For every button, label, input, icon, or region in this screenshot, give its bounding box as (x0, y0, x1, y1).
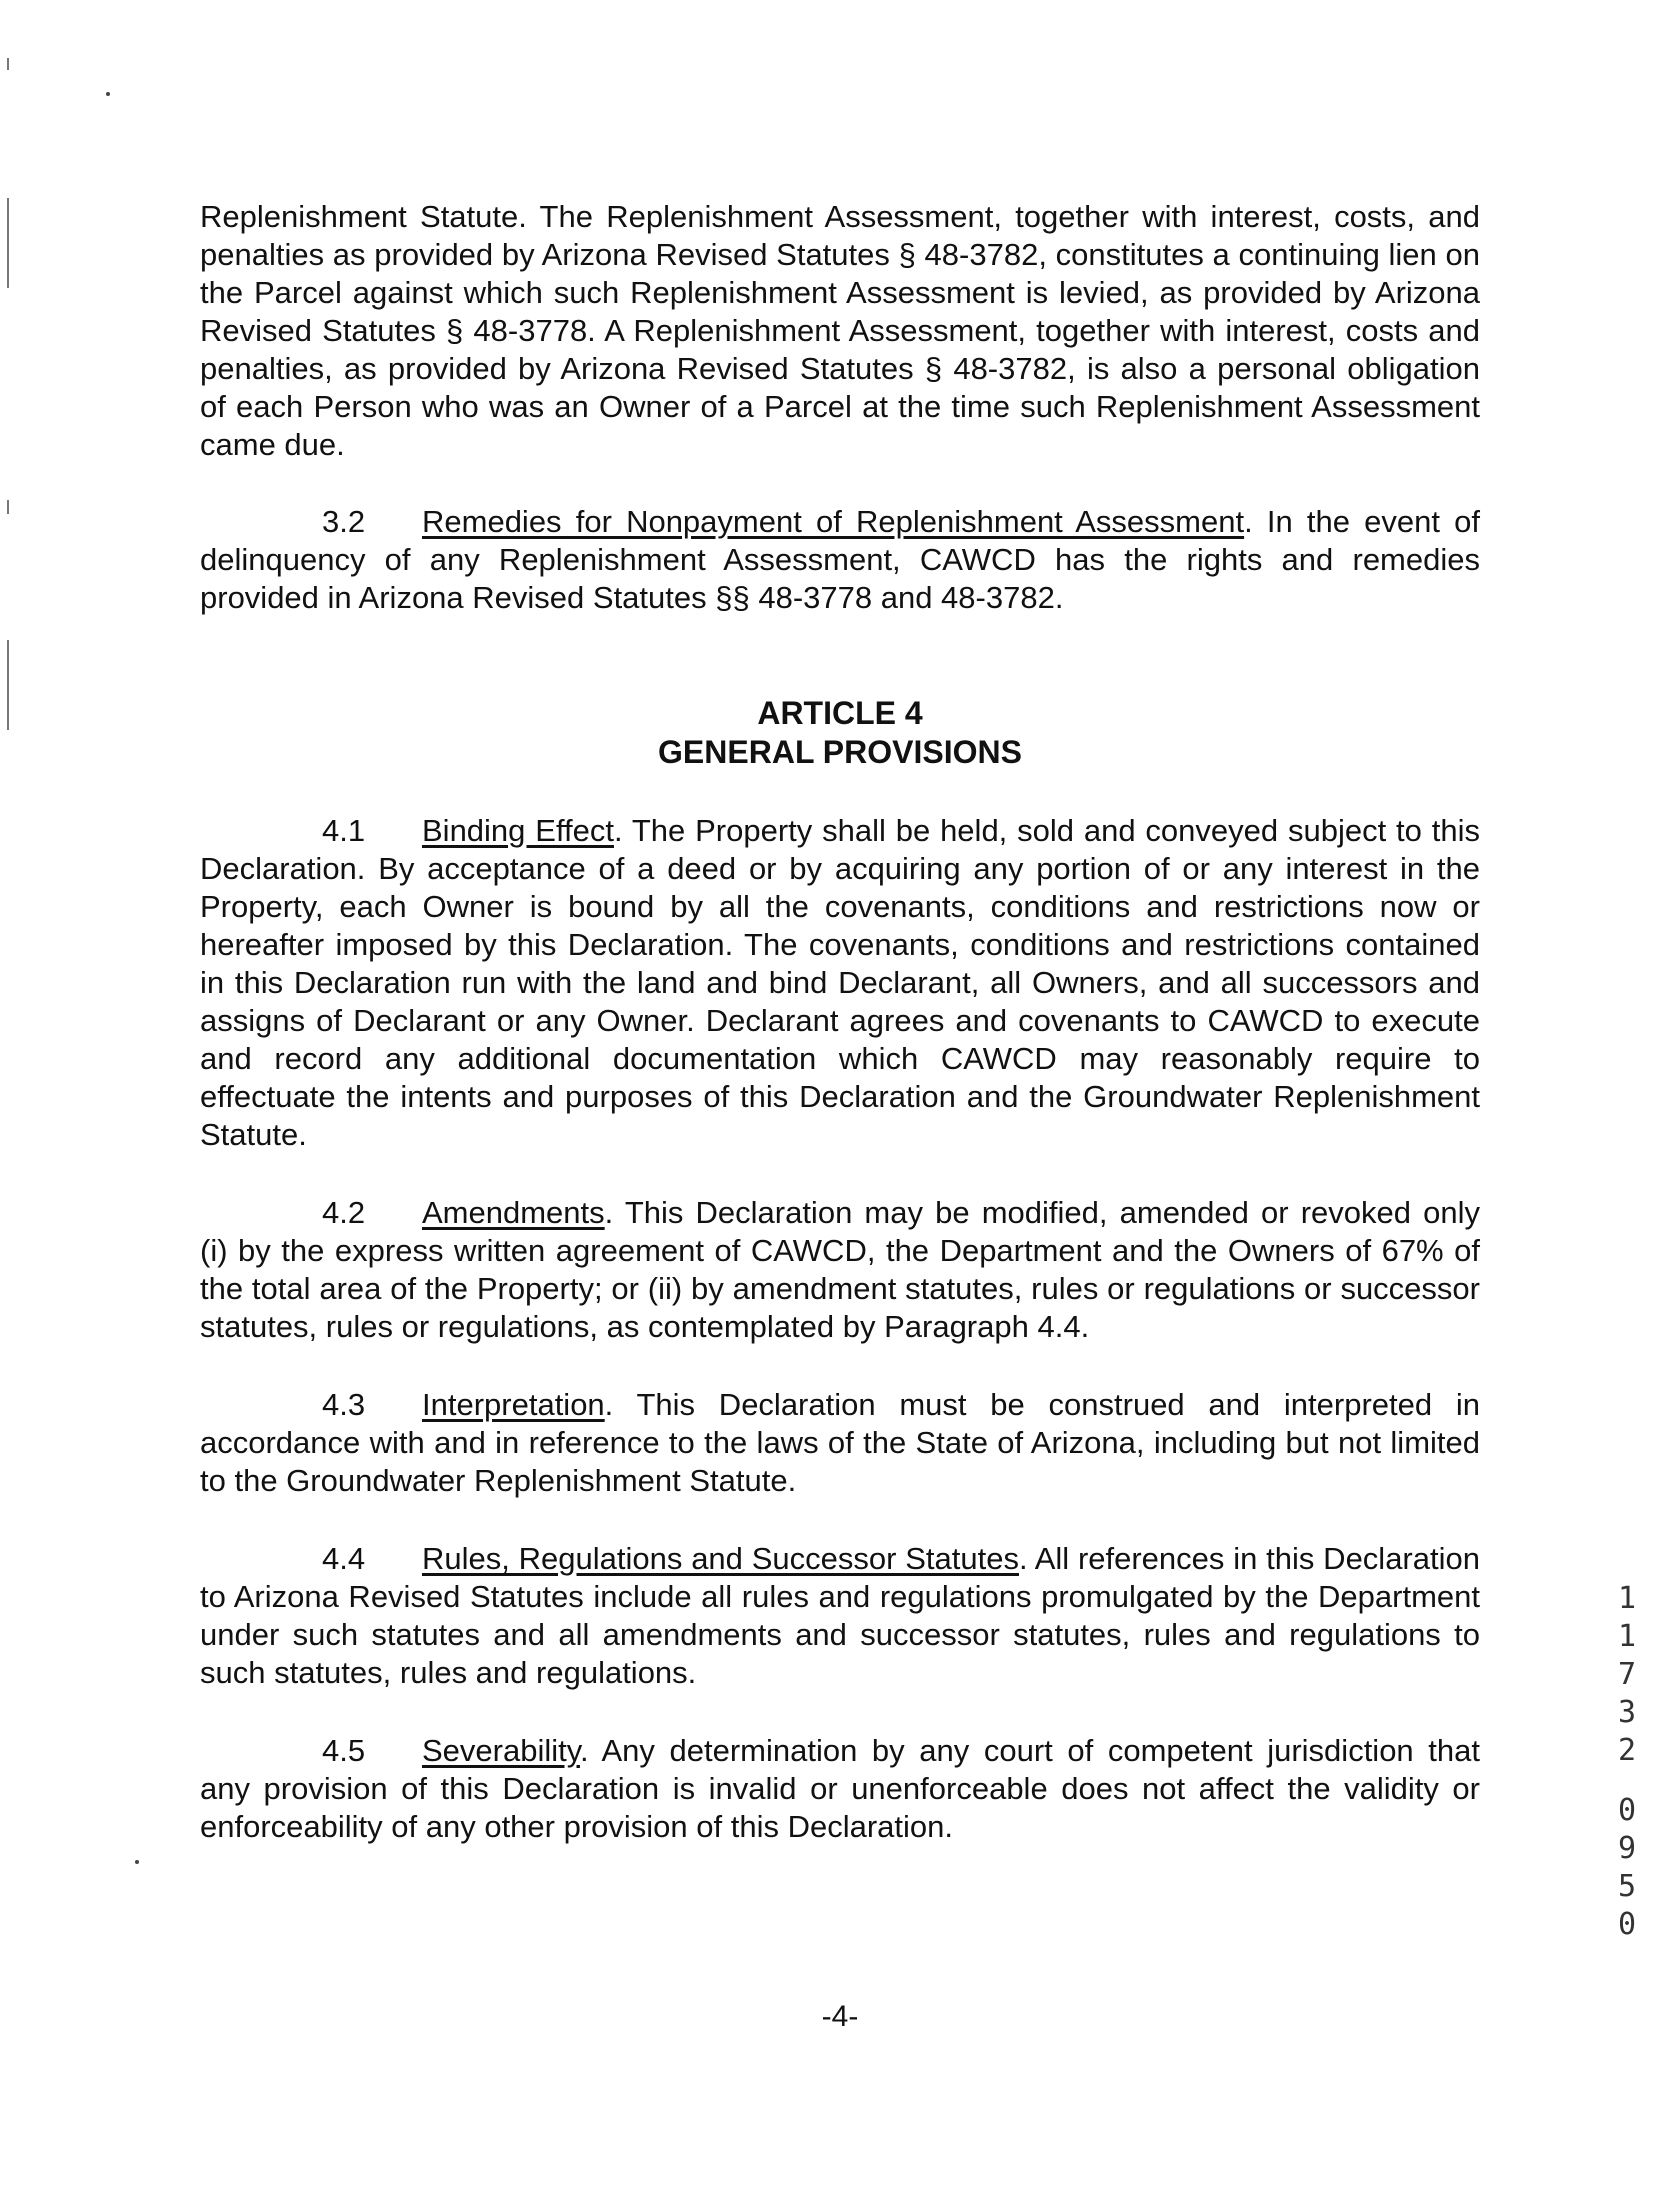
section-number: 4.4 (322, 1541, 366, 1576)
page-number: -4- (821, 2000, 859, 2033)
margin-scan-mark (7, 500, 9, 514)
section-heading: Binding Effect (422, 813, 614, 848)
article-label: ARTICLE 4 (757, 695, 923, 731)
stamp-digit: 7 (1617, 1657, 1637, 1692)
section-4-5 (200, 1732, 1480, 1846)
section-4-4 (200, 1540, 1480, 1692)
margin-scan-mark (7, 640, 9, 730)
section-heading: Severability (422, 1733, 580, 1768)
section-heading: Remedies for Nonpayment of Replenishment Assessment (422, 504, 1245, 539)
section-text: . This Declaration must be construed and interpreted in accordance with and in reference to the laws of the State of Arizona, including but not limited to the Groundwater Replenishment Statute. (200, 1387, 1480, 1498)
paragraph-intro-text: Replenishment Statute. The Replenishment Assessment, together with interest, costs, and penalties as provided by Arizona Revised Statutes § 48-3782, constitutes a continuing lien on the Parcel against which such Replenishment Assessment is levied, as provided by Arizona Revised Statutes § 48-3778. A Replenishment Assessment, together with interest, costs and penalties, as provided by Arizona Revised Statutes § 48-3782, is also a personal obligation of each Person who was an Owner of a Parcel at the time such Replenishment Assessment came due. (200, 199, 1480, 462)
section-number: 4.5 (322, 1733, 366, 1768)
section-text: . In the event of delinquency of any Replenishment Assessment, CAWCD has the rights and remedies provided in Arizona Revised Statutes §§ 48-3778 and 48-3782. (200, 504, 1480, 615)
margin-scan-mark (7, 58, 9, 70)
section-text: . All references in this Declaration to Arizona Revised Statutes include all rules and regulations promulgated by the Department under such statutes and all amendments and successor statutes, rules and regulations to such statutes, rules and regulations. (200, 1541, 1480, 1690)
section-number: 4.1 (322, 813, 366, 848)
recording-stamp (1612, 1580, 1642, 1944)
stamp-digit: 3 (1617, 1695, 1637, 1730)
scan-speck (135, 1860, 139, 1864)
section-3-2 (200, 503, 1480, 617)
paragraph-intro (200, 198, 1480, 464)
section-text: . Any determination by any court of competent jurisdiction that any provision of this Declaration is invalid or unenforceable does not affect the validity or enforceability of any other provision of this Declaration. (200, 1733, 1480, 1844)
stamp-digit: 5 (1617, 1869, 1637, 1904)
article-title: GENERAL PROVISIONS (658, 734, 1022, 770)
stamp-digit: 0 (1617, 1907, 1637, 1942)
section-4-2 (200, 1194, 1480, 1346)
stamp-digit: 2 (1617, 1733, 1637, 1768)
stamp-digit: 9 (1617, 1831, 1637, 1866)
stamp-digit: 0 (1617, 1793, 1637, 1828)
section-number: 3.2 (322, 504, 366, 539)
stamp-digit: 1 (1617, 1581, 1637, 1616)
scan-speck (106, 92, 110, 96)
stamp-digit: 1 (1617, 1619, 1637, 1654)
section-text: . The Property shall be held, sold and conveyed subject to this Declaration. By acceptance of a deed or by acquiring any portion of or any interest in the Property, each Owner is bound by all the covenants, conditions and restrictions now or hereafter imposed by this Declaration. The covenants, conditions and restrictions contained in this Declaration run with the land and bind Declarant, all Owners, and all successors and assigns of Declarant or any Owner. Declarant agrees and covenants to CAWCD to execute and record any additional documentation which CAWCD may reasonably require to effectuate the intents and purposes of this Declaration and the Groundwater Replenishment Statute. (200, 813, 1480, 1152)
margin-scan-mark (7, 198, 9, 288)
article-heading (200, 694, 1480, 772)
section-heading: Rules, Regulations and Successor Statutes (422, 1541, 1019, 1576)
section-number: 4.3 (322, 1387, 366, 1422)
stamp-gap (1612, 1770, 1642, 1792)
section-text: . This Declaration may be modified, amended or revoked only (i) by the express written agreement of CAWCD, the Department and the Owners of 67% of the total area of the Property; or (ii) by amendment statutes, rules or regulations or successor statutes, rules or regulations, as contemplated by Paragraph 4.4. (200, 1195, 1480, 1344)
section-4-3 (200, 1386, 1480, 1500)
section-4-1 (200, 812, 1480, 1154)
section-number: 4.2 (322, 1195, 366, 1230)
section-heading: Amendments (422, 1195, 605, 1230)
section-heading: Interpretation (422, 1387, 605, 1422)
